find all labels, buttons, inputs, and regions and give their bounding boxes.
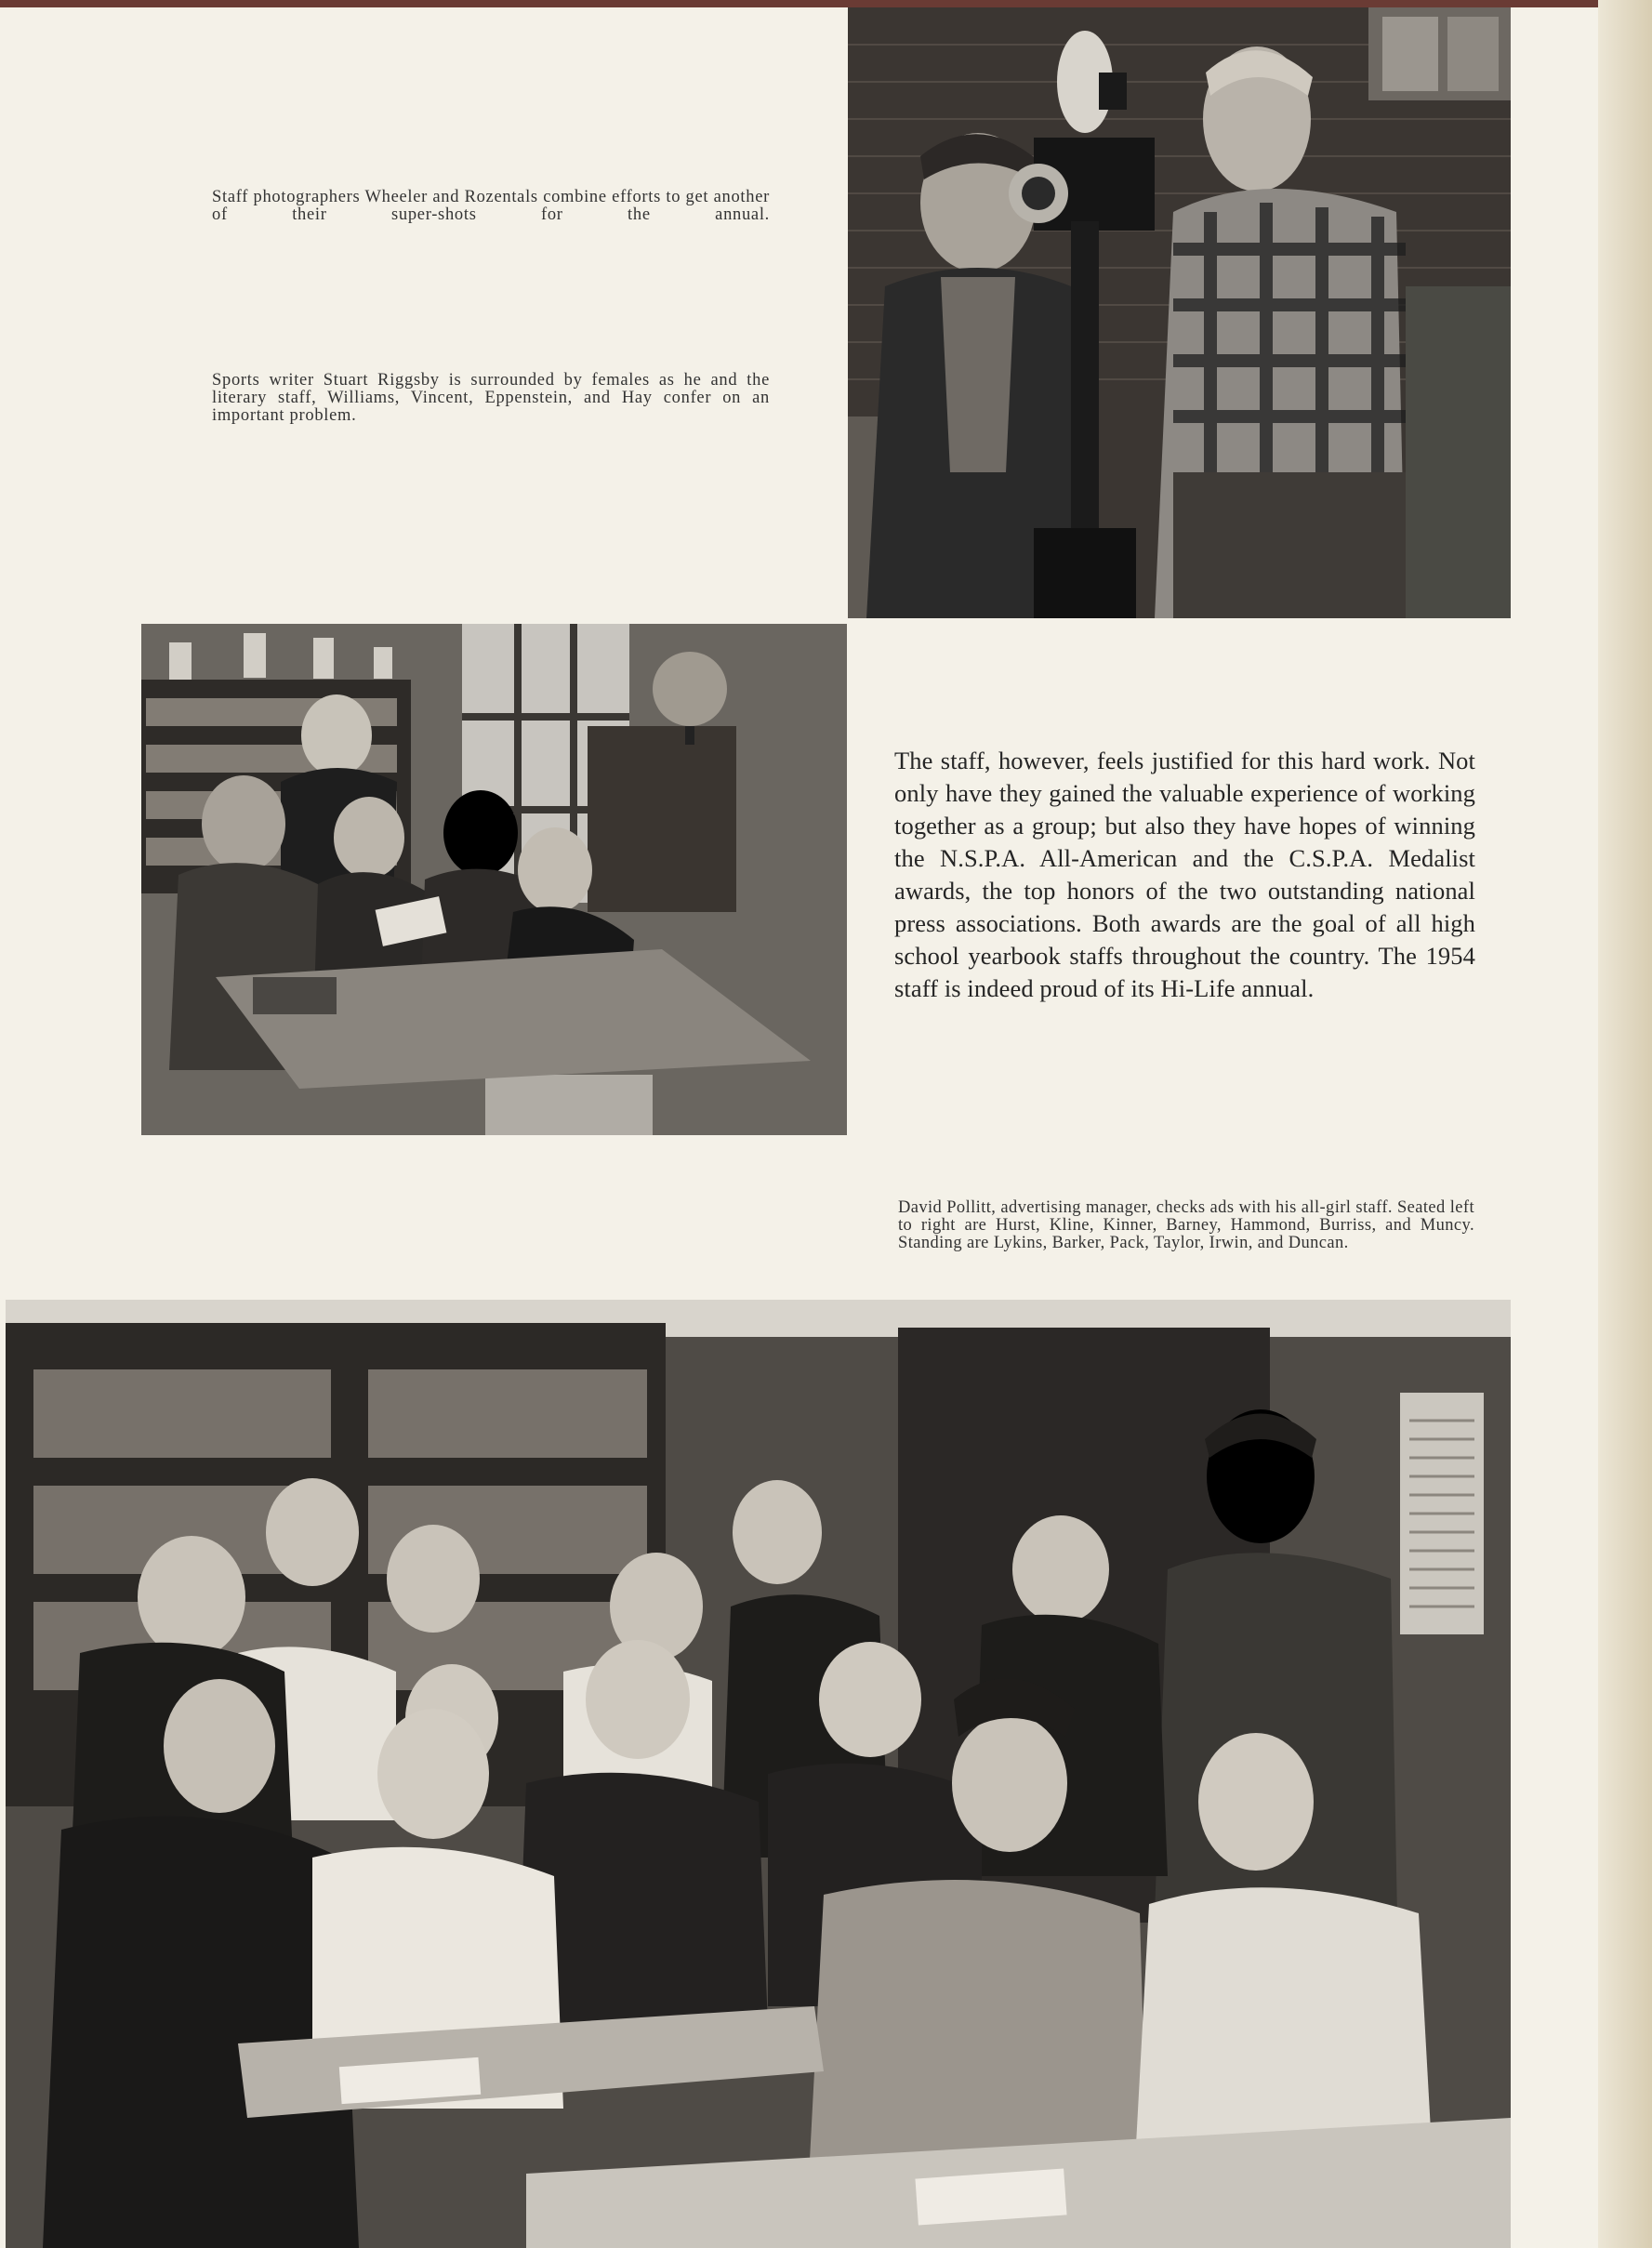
body-paragraph: The staff, however, feels justified for this hard work. Not only have they gained the valuable experience of working together as a group; but also they have hopes of winning the N.S.P.A. All-American and the C.S.P.A. Medalist awards, the top honors of the two outstanding national press associations. Both awards are the goal of all high school yearbook staffs throughout the country. The 1954 staff is indeed proud of its Hi-Life annual.: [894, 747, 1475, 1002]
caption-advertising-staff: David Pollitt, advertising manager, checks ads with his all-girl staff. Seated left to right are Hurst, Kline, Kinner, Barney, Hammond, Burriss, and Muncy. Standing are Lykins, Barker, Pack, Taylor, Irwin, and Duncan.: [898, 1198, 1474, 1252]
book-binding-edge: [0, 0, 1652, 7]
caption-photographers: Staff photographers Wheeler and Rozentals combine efforts to get another of their super-shots for the annual.: [212, 188, 770, 224]
caption-sports-writer: Sports writer Stuart Riggsby is surrounded by females as he and the literary staff, Williams, Vincent, Eppenstein, and Hay confer on an important problem.: [212, 371, 770, 425]
photo-literary-staff: [141, 624, 847, 1135]
photo-staff-photographers: [848, 7, 1511, 618]
page-edge-shadow: [1598, 0, 1652, 2248]
photo-advertising-staff: [6, 1300, 1511, 2248]
